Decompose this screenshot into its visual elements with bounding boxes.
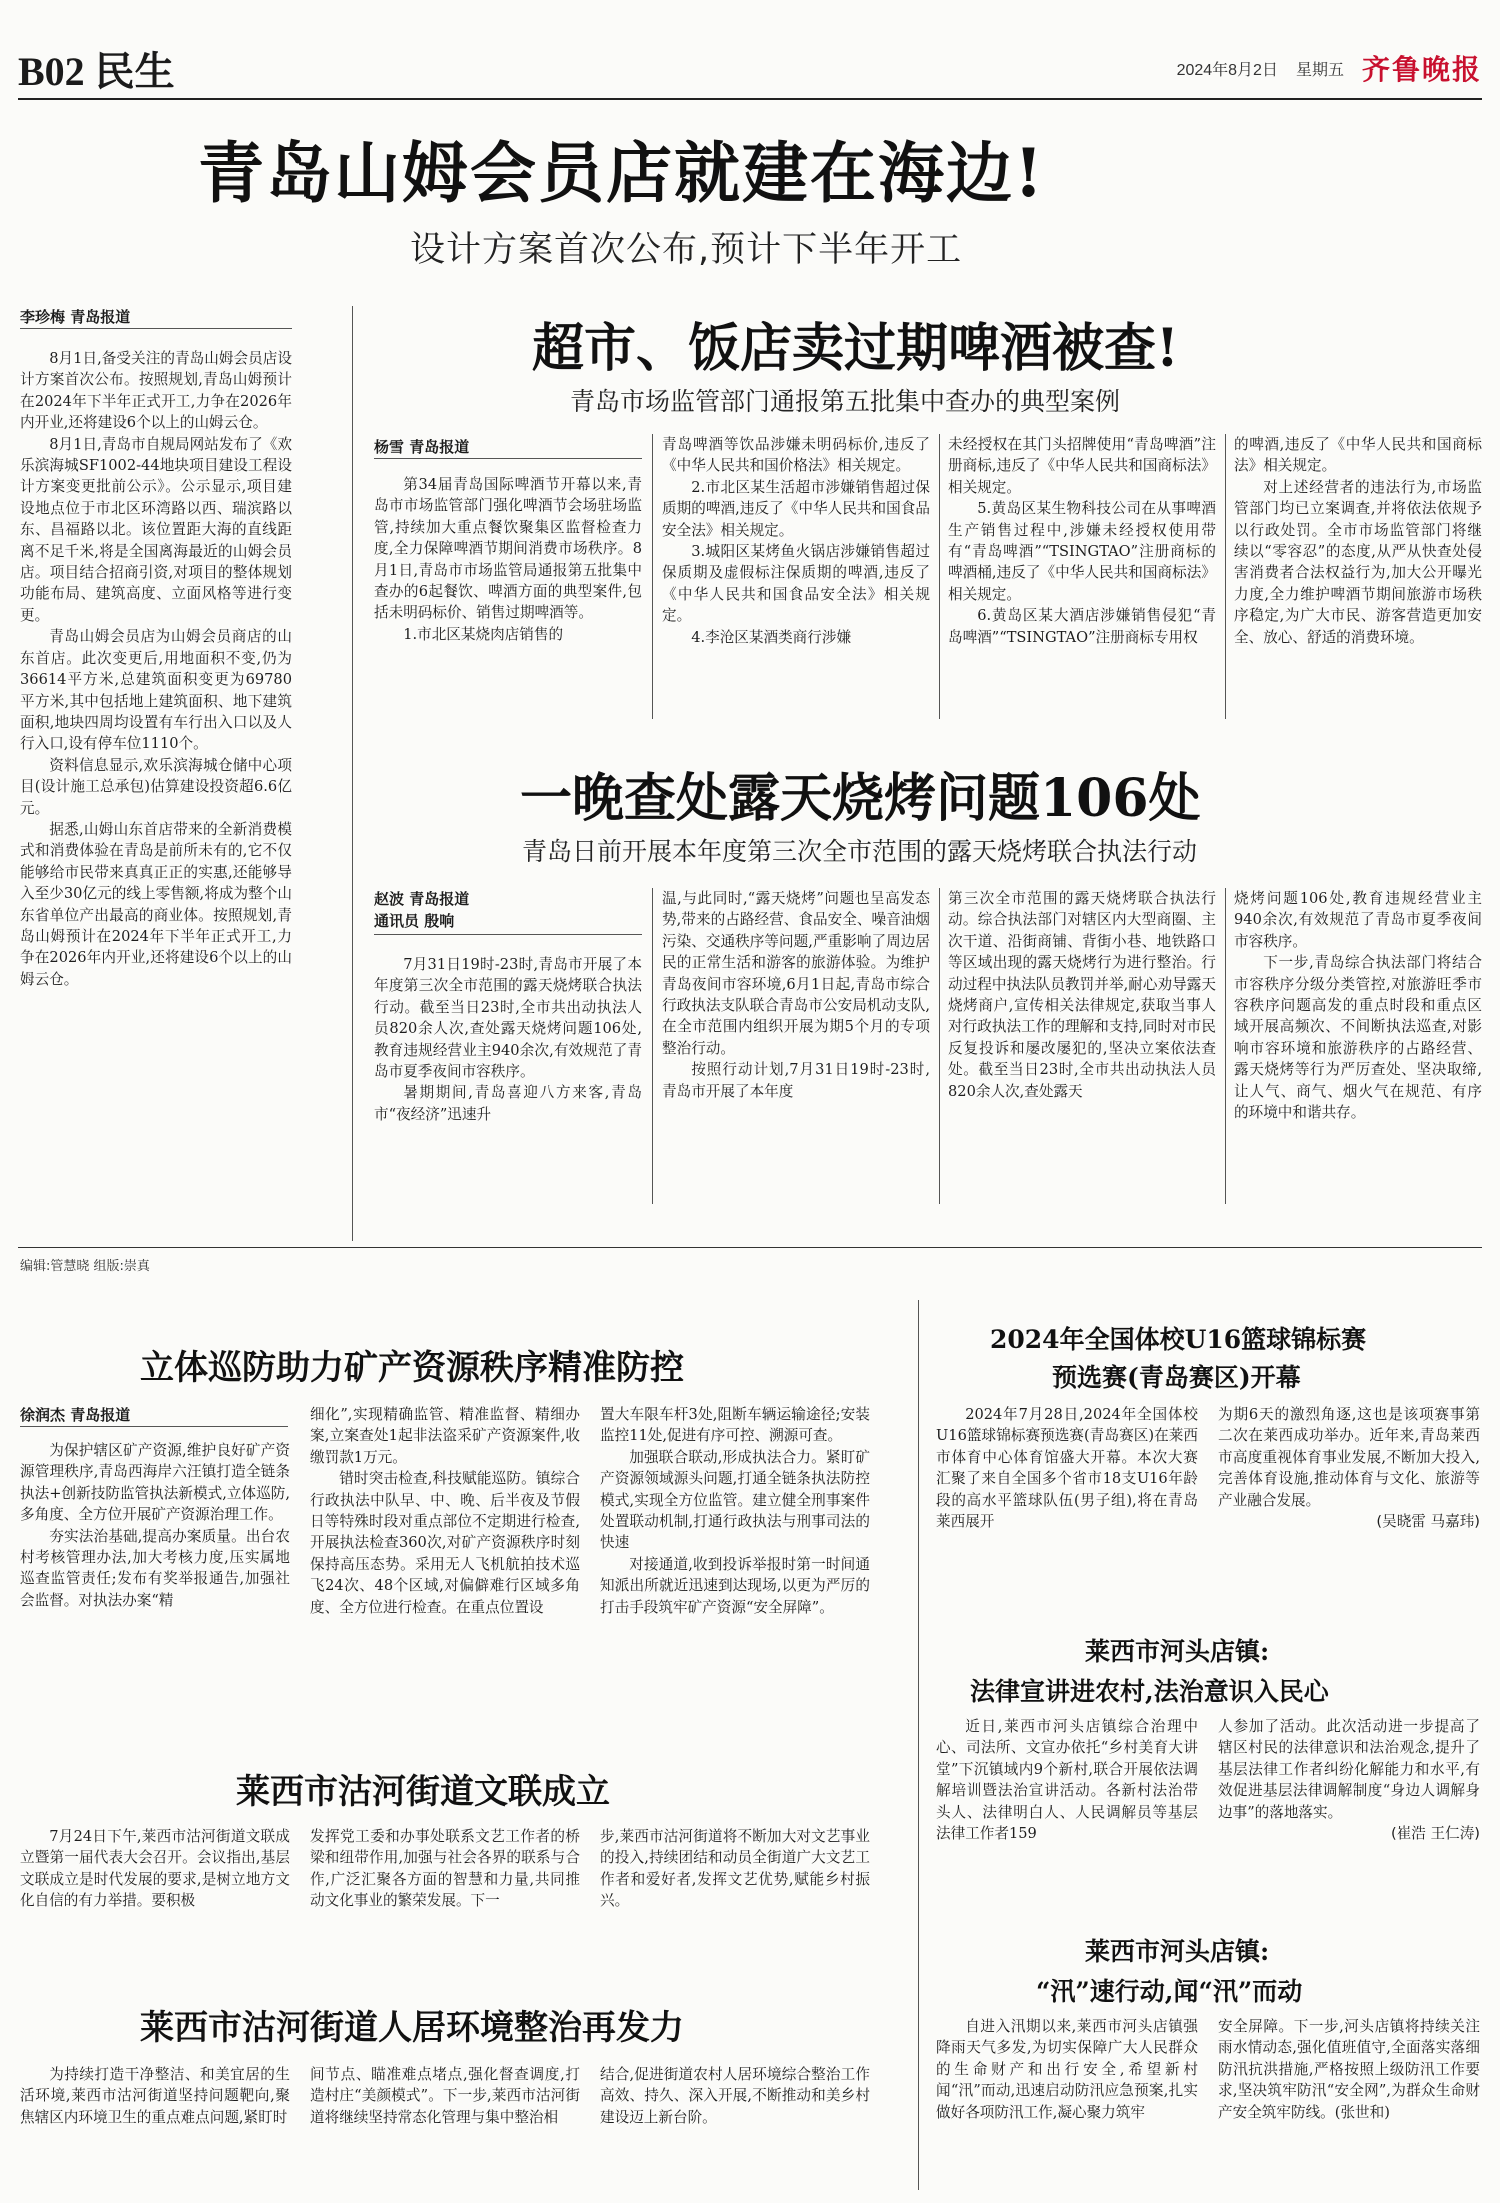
column-divider — [1225, 888, 1226, 1204]
paragraph: 资料信息显示,欢乐滨海城仓储中心项目(设计施工总承包)估算建设投资超6.6亿元。 — [20, 756, 292, 817]
paragraph: 结合,促进街道农村人居环境综合整治工作高效、持久、深入开展,不断推动和美乡村建设迈上新台阶。 — [600, 2066, 870, 2126]
sams-byline-rule — [20, 328, 292, 329]
bbq-col-3 — [948, 888, 1216, 1204]
sams-headline: 青岛山姆会员店就建在海边! — [198, 134, 1045, 212]
flood-col-1 — [936, 2016, 1198, 2186]
paragraph: 温,与此同时,“露天烧烤”问题也呈高发态势,带来的占路经营、食品安全、噪音油烟污染、交通秩序等问题,严重影响了周边居民的正常生活和游客的旅游体验。为维护青岛夜间市容环境,6月1日起,青岛市综合行政执法支队联合青岛市公安局机动支队,在全市范围内组织开展为期5个月的专项整治行动。 — [662, 890, 930, 1057]
beer-subhead: 青岛市场监管部门通报第五批集中查办的典型案例 — [570, 387, 1121, 416]
paragraph: 4.李沧区某酒类商行涉嫌 — [691, 628, 852, 646]
arts-col-3 — [600, 1826, 870, 1976]
sams-body — [20, 348, 292, 1248]
column-divider — [652, 888, 653, 1204]
issue-date: 2024年8月2日 — [1176, 61, 1278, 79]
masthead-logo: 齐鲁晚报 — [1361, 53, 1482, 86]
env-col-1 — [20, 2064, 290, 2189]
sams-subhead: 设计方案首次公布,预计下半年开工 — [410, 230, 963, 270]
byline-credit: (崔浩 王仁涛) — [1391, 1825, 1480, 1843]
column-divider — [652, 434, 653, 719]
column-divider — [939, 888, 940, 1204]
paragraph: 第三次全市范围的露天烧烤联合执法行动。综合执法部门对辖区内大型商圈、主次干道、沿街商铺、背街小巷、地铁路口等区域出现的露天烧烤行为进行整治。行动过程中执法队员教罚并举,耐心劝导露天烧烤商户,宣传相关法律规定,获取当事人对行政执法工作的理解和支持,同时对市民反复投诉和屡改屡犯的,坚决立案依法查处。截至当日23时,全市共出动执法人员820余人次,查处露天 — [948, 890, 1216, 1100]
legal-col-2 — [1218, 1716, 1480, 1886]
paragraph: 对上述经营者的违法行为,市场监管部门均已立案调查,并将依法依规予以行政处罚。全市市场监管部门将继续以“零容忍”的态度,从严从快查处侵害消费者合法权益行为,加大公开曝光力度,全力维护啤酒节期间旅游市场秩序稳定,为广大市民、游客营造更加安全、放心、舒适的消费环境。 — [1234, 478, 1482, 646]
header-rule — [18, 98, 1482, 100]
beer-headline: 超市、饭店卖过期啤酒被查! — [532, 318, 1179, 379]
editor-credits: 编辑:管慧晓 组版:崇真 — [20, 1259, 150, 1274]
section-label: B02 民生 — [18, 49, 175, 94]
arts-headline: 莱西市沽河街道文联成立 — [236, 1772, 610, 1812]
paragraph: 烧烤问题106处,教育违规经营业主940余次,有效规范了青岛市夏季夜间市容秩序。 — [1234, 890, 1482, 950]
paragraph: 下一步,青岛综合执法部门将结合市容秩序分级分类管控,对旅游旺季市容秩序问题高发的重点时段和重点区域开展高频次、不间断执法巡查,对影响市容环境和旅游秩序的占路经营、露天烧烤等行为严厉查处、坚决取缔,让人气、商气、烟火气在规范、有序的环境中和谐共存。 — [1234, 954, 1482, 1122]
env-col-2 — [310, 2064, 580, 2189]
paragraph: 8月1日,青岛市自规局网站发布了《欢乐滨海城SF1002-44地块项目建设工程设计方案变更批前公示》。公示显示,项目建设地点位于市北区环湾路以西、瑞滨路以东、昌福路以北。该位置距大海的直线距离不足千米,将是全国离海最近的山姆会员店。项目结合招商引资,对项目的整体规划功能布局、建筑高度、立面风格等进行变更。 — [20, 435, 292, 624]
legal-col-1 — [936, 1716, 1198, 1886]
column-divider — [1225, 434, 1226, 719]
basketball-headline-line1: 2024年全国体校U16篮球锦标赛 — [990, 1325, 1367, 1354]
page-header — [18, 40, 1482, 94]
bbq-col-4 — [1234, 888, 1482, 1204]
arts-col-2 — [310, 1826, 580, 1976]
paragraph: 发挥党工委和办事处联系文艺工作者的桥梁和纽带作用,加强与社会各界的联系与合作,广泛汇聚各方面的智慧和力量,共同推动文化事业的繁荣发展。下一 — [310, 1828, 580, 1910]
basketball-col-1 — [936, 1404, 1198, 1589]
paragraph: 据悉,山姆山东首店带来的全新消费模式和消费体验在青岛是前所未有的,它不仅能够给市民带来真真正正的实惠,还能够导入至少30亿元的线上零售额,将成为整个山东省单位产出最高的商业体。按照规划,青岛山姆预计在2024年下半年正式开工,力争在2026年内开业,还将建设6个以上的山姆云仓。 — [20, 820, 292, 988]
mining-col-2 — [310, 1404, 580, 1730]
paragraph: 间节点、瞄准难点堵点,强化督查调度,打造村庄“美颜模式”。下一步,莱西市沽河街道将继续坚持常态化管理与集中整治相 — [310, 2066, 580, 2126]
column-divider — [352, 306, 353, 1241]
paragraph: 未经授权在其门头招牌使用“青岛啤酒”注册商标,违反了《中华人民共和国商标法》相关规定。 — [948, 436, 1216, 496]
sams-byline: 李珍梅 青岛报道 — [20, 308, 131, 326]
bbq-headline: 一晚查处露天烧烤问题106处 — [520, 768, 1201, 829]
flood-headline-line1: 莱西市河头店镇: — [1085, 1937, 1270, 1966]
issue-weekday: 星期五 — [1295, 61, 1344, 79]
env-col-3 — [600, 2064, 870, 2189]
basketball-col-2 — [1218, 1404, 1480, 1589]
byline-credit: (吴晓雷 马嘉玮) — [1376, 1513, 1480, 1531]
paragraph: 2024年7月28日,2024年全国体校U16篮球锦标赛预选赛(青岛赛区)在莱西市体育中心体育馆盛大开幕。本次大赛汇聚了来自全国多个省市18支U16年龄段的高水平篮球队伍(男子组),将在青岛莱西展开 — [936, 1406, 1198, 1531]
paragraph: 按照行动计划,7月31日19时-23时,青岛市开展了本年度 — [662, 1061, 930, 1100]
paragraph: 暑期期间,青岛喜迎八方来客,青岛市“夜经济”迅速升 — [374, 1084, 642, 1123]
paragraph: 为持续打造干净整洁、和美宜居的生活环境,莱西市沽河街道坚持问题靶向,聚焦辖区内环境卫生的重点难点问题,紧盯时 — [20, 2066, 290, 2126]
paragraph: 人参加了活动。此次活动进一步提高了辖区村民的法律意识和法治观念,提升了基层法律工作者纠纷化解能力和水平,有效促进基层法律调解制度“身边人调解身边事”的落地落实。 — [1218, 1718, 1480, 1821]
paragraph: 第34届青岛国际啤酒节开幕以来,青岛市市场监管部门强化啤酒节会场驻场监管,持续加大重点餐饮聚集区监督检查力度,全力保障啤酒节期间消费市场秩序。8月1日,青岛市市场监管局通报第五批集中查办的6起餐饮、啤酒方面的典型案件,包括未明码标价、销售过期啤酒等。 — [374, 476, 642, 622]
beer-col-2 — [662, 434, 930, 719]
beer-col-4 — [1234, 434, 1482, 719]
paragraph: 错时突击检查,科技赋能巡防。镇综合行政执法中队早、中、晚、后半夜及节假日等特殊时段对重点部位不定期进行检查,开展执法检查360次,对矿产资源秩序时刻保持高压态势。采用无人飞机航拍技术巡飞24次、48个区域,对偏僻难行区域多角度、全方位进行检查。在重点位置设 — [310, 1470, 580, 1616]
legal-headline-line2: 法律宣讲进农村,法治意识入民心 — [970, 1677, 1329, 1706]
bbq-subhead: 青岛日前开展本年度第三次全市范围的露天烧烤联合执法行动 — [522, 837, 1198, 866]
mining-headline: 立体巡防助力矿产资源秩序精准防控 — [140, 1348, 684, 1388]
column-divider — [918, 1300, 919, 2190]
bbq-col-2 — [662, 888, 930, 1204]
beer-byline: 杨雪 青岛报道 — [374, 438, 470, 456]
legal-headline-line1: 莱西市河头店镇: — [1085, 1637, 1270, 1666]
paragraph: 细化”,实现精确监管、精准监督、精细办案,立案查处1起非法盗采矿产资源案件,收缴罚款1万元。 — [310, 1406, 580, 1466]
paragraph: 安全屏障。下一步,河头店镇将持续关注雨水情动态,强化值班值守,全面落实落细防汛抗洪措施,严格按照上级防汛工作要求,坚决筑牢防汛“安全网”,为群众生命财产安全筑牢防线。(张世和) — [1218, 2018, 1480, 2121]
flood-col-2 — [1218, 2016, 1480, 2186]
column-divider — [939, 434, 940, 719]
basketball-headline-line2: 预选赛(青岛赛区)开幕 — [1052, 1363, 1301, 1392]
paragraph: 7月31日19时-23时,青岛市开展了本年度第三次全市范围的露天烧烤联合执法行动。截至当日23时,全市共出动执法人员820余人次,查处露天烧烤问题106处,教育违规经营业主940余次,有效规范了青岛市夏季夜间市容秩序。 — [374, 956, 642, 1081]
paragraph: 1.市北区某烧肉店销售的 — [403, 625, 564, 643]
arts-col-1 — [20, 1826, 290, 1976]
env-headline: 莱西市沽河街道人居环境整治再发力 — [140, 2008, 684, 2048]
beer-byline-rule — [374, 458, 642, 459]
paragraph: 青岛啤酒等饮品涉嫌未明码标价,违反了《中华人民共和国价格法》相关规定。 — [662, 436, 930, 475]
paragraph: 7月24日下午,莱西市沽河街道文联成立暨第一届代表大会召开。会议指出,基层文联成立是时代发展的要求,是树立地方文化自信的有力举措。要积极 — [20, 1828, 290, 1910]
paragraph: 对接通道,收到投诉举报时第一时间通知派出所就近迅速到达现场,以更为严厉的打击手段筑牢矿产资源“安全屏障”。 — [600, 1555, 870, 1616]
beer-col-3 — [948, 434, 1216, 719]
bbq-byline-rule — [374, 934, 642, 935]
mining-col-3 — [600, 1404, 870, 1730]
mining-col-1 — [20, 1440, 290, 1730]
paragraph: 2.市北区某生活超市涉嫌销售超过保质期的啤酒,违反了《中华人民共和国食品安全法》相关规定。 — [662, 478, 930, 539]
header-meta — [1177, 48, 1482, 88]
paragraph: 置大车限车杆3处,阻断车辆运输途径;安装监控11处,促进有序可控、溯源可查。 — [600, 1406, 870, 1445]
bbq-byline-reporter: 赵波 青岛报道 — [374, 890, 470, 908]
flood-headline-line2: “汛”速行动,闻“汛”而动 — [1036, 1977, 1303, 2006]
paragraph: 8月1日,备受关注的青岛山姆会员店设计方案首次公布。按照规划,青岛山姆预计在2024年下半年正式开工,力争在2026年内开业,还将建设6个以上的山姆云仓。 — [20, 350, 292, 432]
paragraph: 为期6天的激烈角逐,这也是该项赛事第二次在莱西成功举办。近年来,青岛莱西市高度重视体育事业发展,不断加大投入,完善体育设施,推动体育与文化、旅游等产业融合发展。 — [1218, 1406, 1480, 1509]
paragraph: 3.城阳区某烤鱼火锅店涉嫌销售超过保质期及虚假标注保质期的啤酒,违反了《中华人民共和国食品安全法》相关规定。 — [662, 543, 930, 625]
paragraph: 近日,莱西市河头店镇综合治理中心、司法所、文宣办依托“乡村美育大讲堂”下沉镇域内9个新村,联合开展依法调解培训暨法治宣讲活动。各新村法治带头人、法律明白人、人民调解员等基层法律工作者159 — [936, 1718, 1198, 1843]
paragraph: 的啤酒,违反了《中华人民共和国商标法》相关规定。 — [1234, 436, 1482, 475]
bbq-col-1 — [374, 954, 642, 1204]
paragraph: 5.黄岛区某生物科技公司在从事啤酒生产销售过程中,涉嫌未经授权使用带有“青岛啤酒”“TSINGTAO”注册商标的啤酒桶,违反了《中华人民共和国商标法》相关规定。 — [948, 500, 1216, 603]
paragraph: 青岛山姆会员店为山姆会员商店的山东首店。此次变更后,用地面积不变,仍为36614平方米,总建筑面积变更为69780平方米,其中包括地上建筑面积、地下建筑面积,地块四周均设置有车行出入口以及人行入口,设有停车位1110个。 — [20, 628, 292, 753]
mining-byline: 徐润杰 青岛报道 — [20, 1406, 131, 1424]
paragraph: 6.黄岛区某大酒店涉嫌销售侵犯“青岛啤酒”“TSINGTAO”注册商标专用权 — [948, 607, 1216, 646]
paragraph: 为保护辖区矿产资源,维护良好矿产资源管理秩序,青岛西海岸六汪镇打造全链条执法+创新技防监管执法新模式,立体巡防,多角度、全方位开展矿产资源治理工作。 — [20, 1442, 290, 1524]
section-rule — [18, 1247, 1482, 1248]
mining-byline-rule — [20, 1426, 288, 1427]
paragraph: 加强联合联动,形成执法合力。紧盯矿产资源领域源头问题,打通全链条执法防控模式,实现全方位监管。建立健全刑事案件处置联动机制,打通行政执法与刑事司法的快速 — [600, 1448, 870, 1552]
paragraph: 步,莱西市沽河街道将不断加大对文艺事业的投入,持续团结和动员全街道广大文艺工作者和爱好者,发挥文艺优势,赋能乡村振兴。 — [600, 1828, 870, 1910]
paragraph: 自进入汛期以来,莱西市河头店镇强降雨天气多发,为切实保障广大人民群众的生命财产和出行安全,希望新村闻“汛”而动,迅速启动防汛应急预案,扎实做好各项防汛工作,凝心聚力筑牢 — [936, 2018, 1198, 2121]
paragraph: 夯实法治基础,提高办案质量。出台农村考核管理办法,加大考核力度,压实属地巡查监管责任;发布有奖举报通告,加强社会监督。对执法办案“精 — [20, 1527, 290, 1609]
beer-col-1 — [374, 474, 642, 719]
bbq-byline-correspondent: 通讯员 殷响 — [374, 912, 455, 930]
